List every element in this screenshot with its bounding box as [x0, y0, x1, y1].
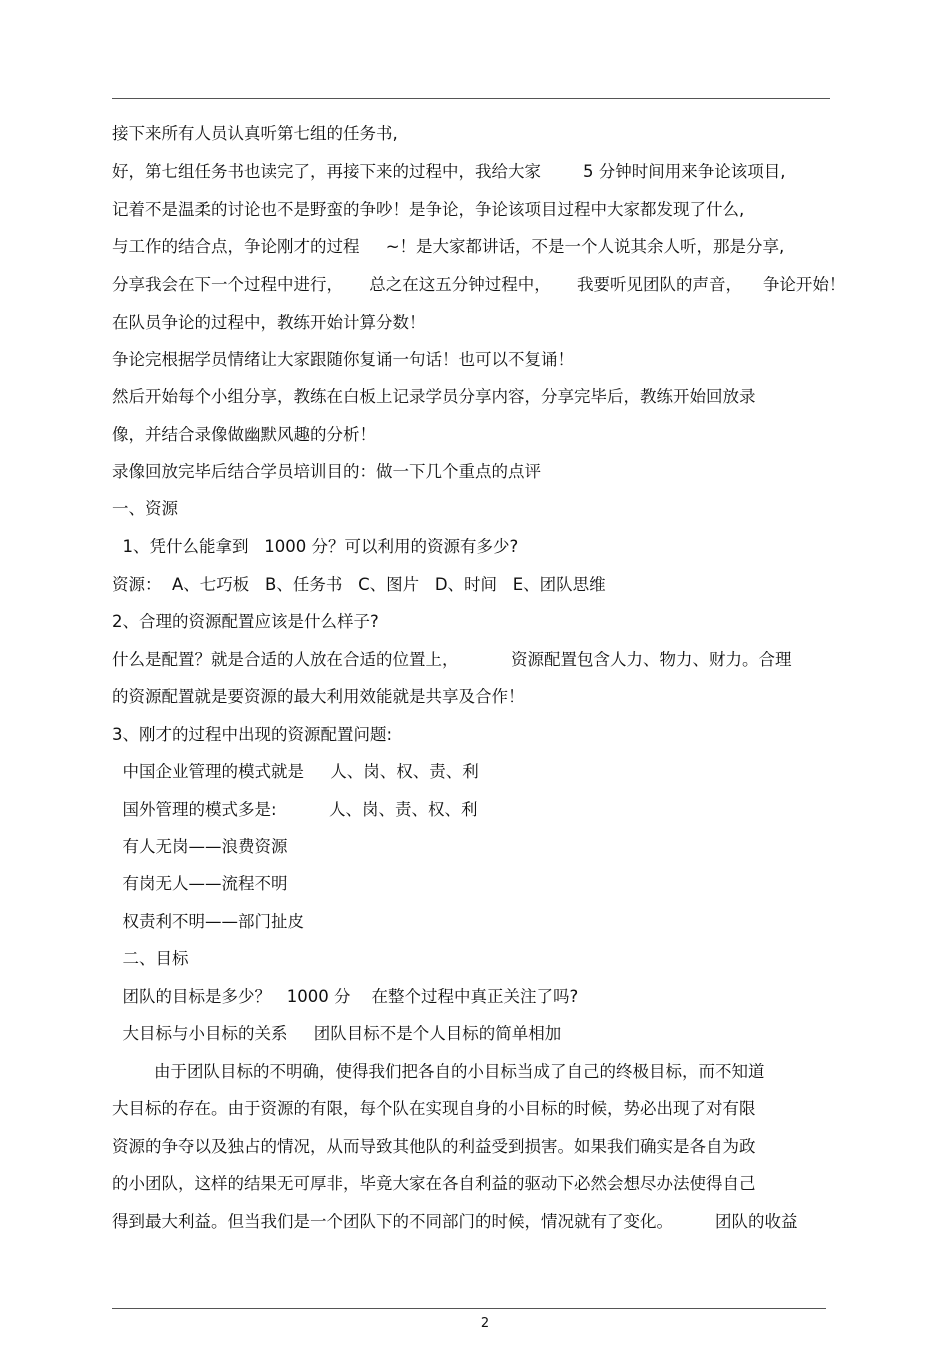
text-line: 2、合理的资源配置应该是什么样子? [112, 612, 379, 631]
text-line: 争论完根据学员情绪让大家跟随你复诵一句话！也可以不复诵！ [112, 350, 574, 369]
text-line: 记着不是温柔的讨论也不是野蛮的争吵！是争论，争论该项目过程中大家都发现了什么, [112, 200, 745, 219]
text-line: 什么是配置？就是合适的人放在合适的位置上， 资源配置包含人力、物力、财力。合理 [112, 650, 792, 669]
text-line: 接下来所有人员认真听第七组的任务书, [112, 124, 398, 143]
text-line: 中国企业管理的模式就是 人、岗、权、责、利 [112, 762, 479, 781]
text-line: 然后开始每个小组分享，教练在白板上记录学员分享内容，分享完毕后，教练开始回放录 [112, 387, 756, 406]
text-line: 大目标的存在。由于资源的有限，每个队在实现自身的小目标的时候，势必出现了对有限 [112, 1099, 756, 1118]
text-line: 得到最大利益。但当我们是一个团队下的不同部门的时候，情况就有了变化。 团队的收益 [112, 1212, 798, 1231]
text-line: 大目标与小目标的关系 团队目标不是个人目标的简单相加 [112, 1024, 562, 1043]
text-line: 在队员争论的过程中，教练开始计算分数！ [112, 313, 426, 332]
header-rule [112, 98, 830, 99]
text-line: 1、凭什么能拿到 1000 分？可以利用的资源有多少? [112, 537, 519, 556]
text-line: 由于团队目标的不明确，使得我们把各自的小目标当成了自己的终极目标，而不知道 [112, 1062, 765, 1081]
text-line: 3、刚才的过程中出现的资源配置问题: [112, 725, 393, 744]
section-heading: 二、目标 [112, 949, 189, 968]
text-line: 有人无岗——浪费资源 [112, 837, 288, 856]
text-line: 有岗无人——流程不明 [112, 874, 288, 893]
text-line: 好，第七组任务书也读完了，再接下来的过程中，我给大家 5 分钟时间用来争论该项目, [112, 162, 786, 181]
section-heading: 一、资源 [112, 499, 178, 518]
text-line: 权责利不明——部门扯皮 [112, 912, 304, 931]
text-line: 与工作的结合点，争论刚才的过程 ~！是大家都讲话，不是一个人说其余人听，那是分享, [112, 237, 785, 256]
text-line: 的小团队，这样的结果无可厚非，毕竟大家在各自利益的驱动下必然会想尽办法使得自己 [112, 1174, 756, 1193]
text-line: 的资源配置就是要资源的最大利用效能就是共享及合作！ [112, 687, 525, 706]
text-line: 资源： A、七巧板 B、任务书 C、图片 D、时间 E、团队思维 [112, 575, 606, 594]
text-line: 录像回放完毕后结合学员培训目的：做一下几个重点的点评 [112, 462, 541, 481]
text-line: 资源的争夺以及独占的情况，从而导致其他队的利益受到损害。如果我们确实是各自为政 [112, 1137, 756, 1156]
footer-rule [112, 1308, 826, 1309]
text-line: 国外管理的模式多是: 人、岗、责、权、利 [112, 800, 478, 819]
text-line: 像，并结合录像做幽默风趣的分析！ [112, 425, 376, 444]
text-line: 分享我会在下一个过程中进行， 总之在这五分钟过程中， 我要听见团队的声音， 争论开始！ [112, 275, 846, 294]
text-line: 团队的目标是多少？ 1000 分 在整个过程中真正关注了吗? [112, 987, 579, 1006]
page-number: 2 [480, 1316, 490, 1331]
